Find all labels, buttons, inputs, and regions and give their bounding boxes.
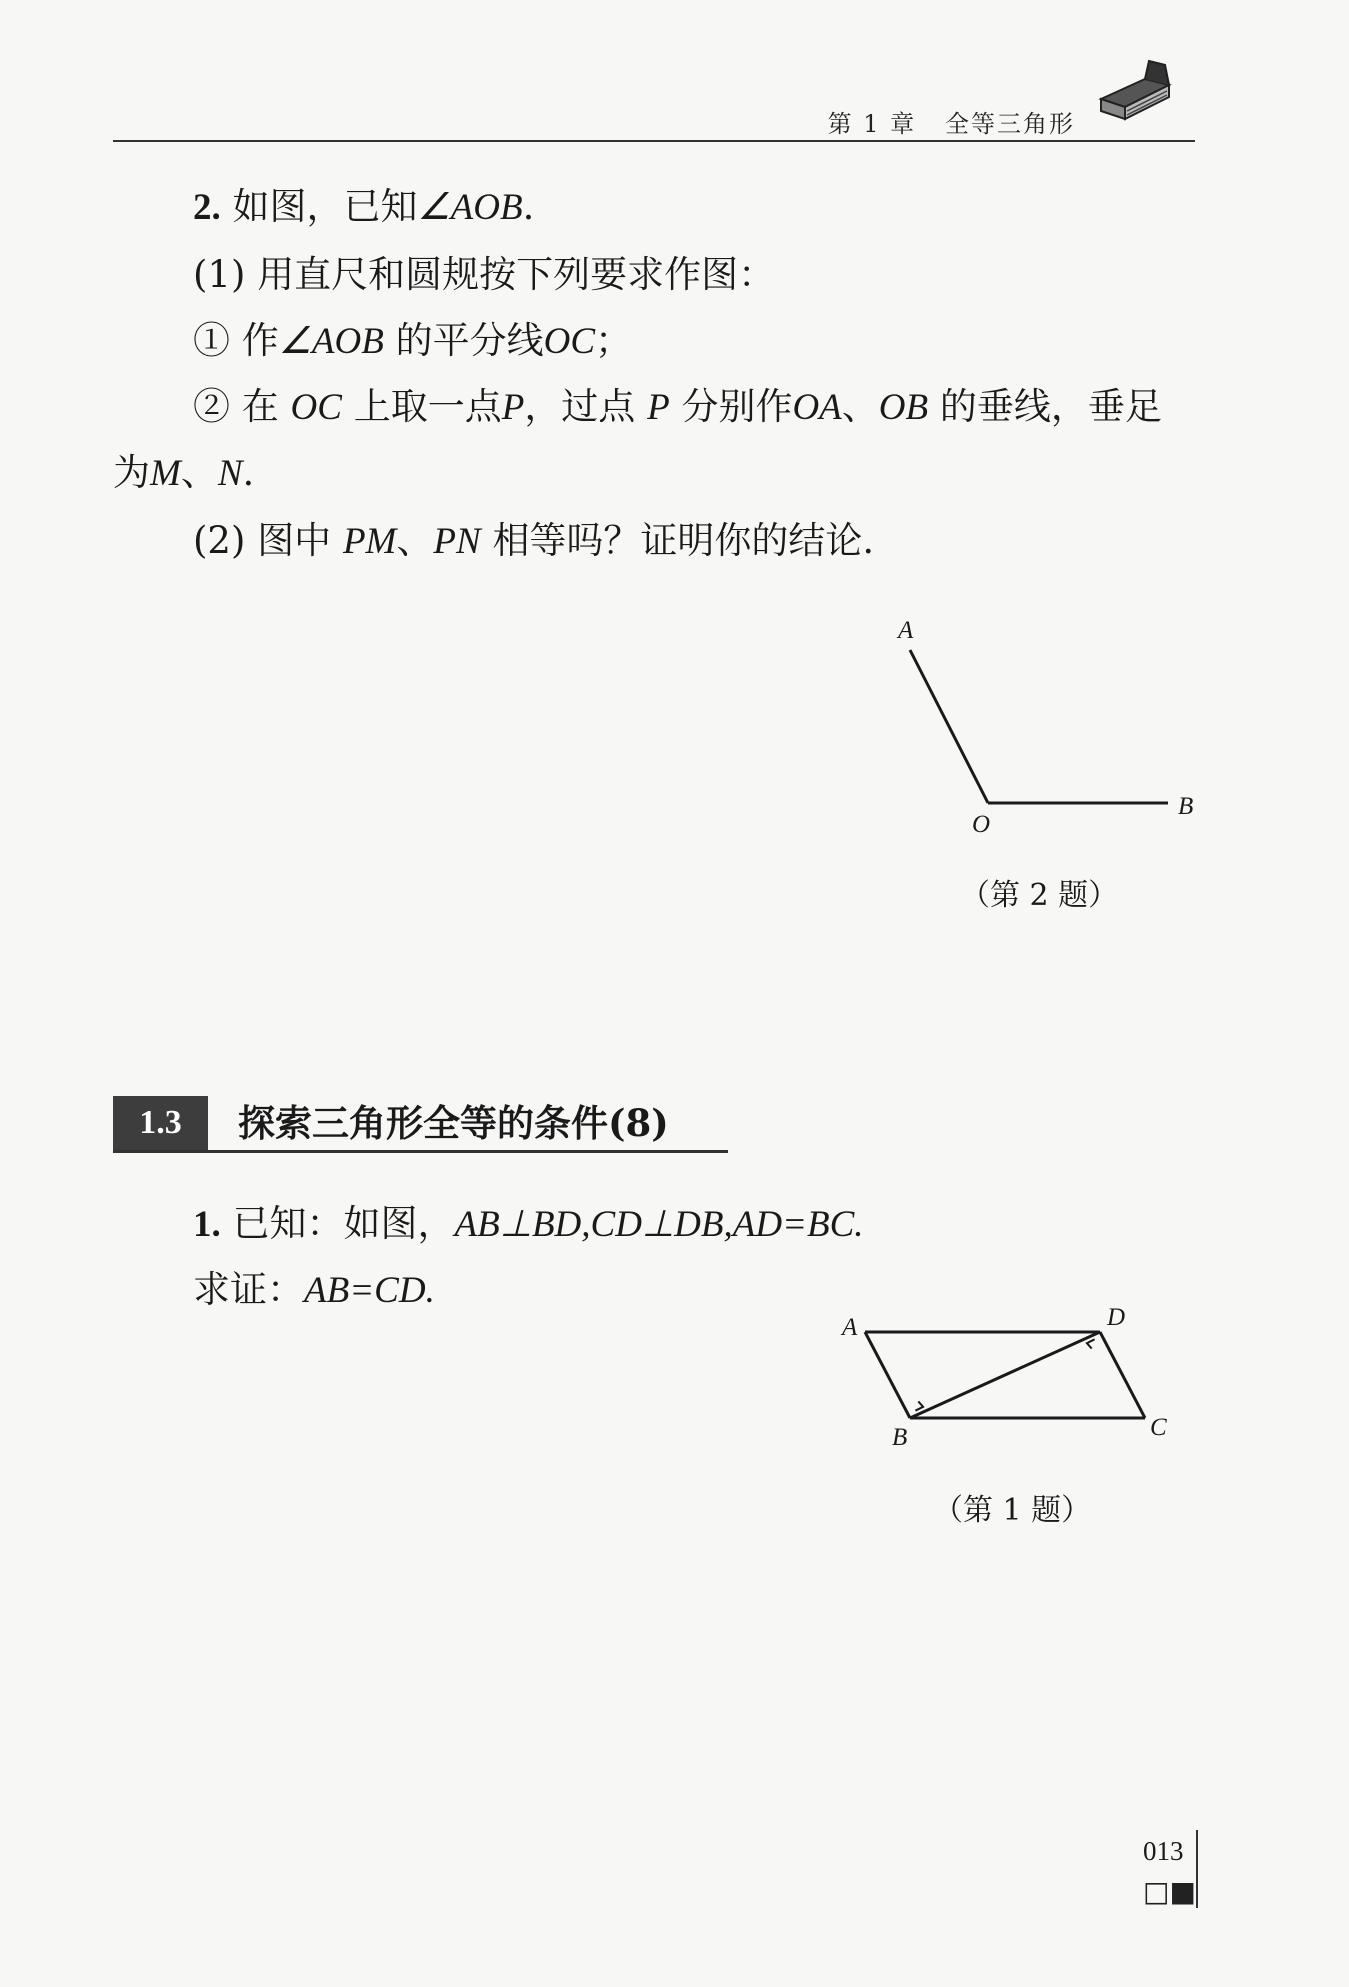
- label-a: A: [898, 617, 914, 644]
- chapter-title: 全等三角形: [945, 110, 1075, 138]
- math-expression: ∠AOB: [278, 321, 384, 362]
- math-variable: OA: [792, 387, 842, 428]
- section-heading: [113, 1096, 728, 1153]
- problem-text: 作: [241, 319, 279, 362]
- ray-oa: [910, 650, 988, 803]
- figure-caption: （第 2 题）: [960, 878, 1119, 913]
- segment-ab: [865, 1332, 910, 1418]
- label-b: B: [892, 1424, 908, 1451]
- punctuation: ；: [595, 319, 633, 362]
- label-o: O: [972, 811, 991, 838]
- problem-text: 图中: [257, 519, 332, 562]
- math-variable: PM: [342, 521, 397, 562]
- section-number: 1.3: [113, 1096, 208, 1150]
- problem-text: 的平分线: [395, 319, 544, 362]
- page-number: 013: [1143, 1836, 1184, 1866]
- segment-dc: [1100, 1332, 1145, 1418]
- problem-text: 在: [241, 385, 279, 428]
- label-d: D: [1107, 1304, 1126, 1331]
- problem-2-statement: [193, 183, 534, 232]
- page-divider: [1196, 1830, 1198, 1908]
- right-angle-mark-d: [1087, 1339, 1095, 1348]
- problem-number: 2.: [193, 187, 221, 228]
- page-marks: [1143, 1875, 1196, 1908]
- book-icon: [1095, 55, 1175, 135]
- math-expression: AB⊥BD,CD⊥DB,AD=BC.: [454, 1204, 864, 1245]
- diagonal-bd: [910, 1332, 1100, 1418]
- problem-text: 为: [113, 451, 150, 494]
- label-c: C: [1150, 1414, 1167, 1441]
- part-label: (1): [193, 253, 246, 296]
- problem-text: 求证：: [193, 1268, 304, 1311]
- part-2-line: [193, 517, 874, 566]
- chapter-label: 第 1 章: [827, 110, 917, 138]
- angle-aob-figure: [880, 600, 1220, 840]
- problem-number: 1.: [193, 1204, 221, 1245]
- problem-text: 用直尺和圆规按下列要求作图：: [257, 253, 776, 296]
- quadrilateral-figure: [830, 1295, 1200, 1455]
- problem-text: 相等吗？证明你的结论.: [492, 519, 875, 562]
- punctuation: .: [242, 451, 255, 494]
- math-variable: M: [150, 453, 181, 494]
- step-marker: ①: [193, 319, 230, 362]
- math-variable: OC: [543, 321, 596, 362]
- math-variable: PN: [433, 521, 481, 562]
- label-a: A: [842, 1314, 858, 1341]
- punctuation: 、: [841, 385, 879, 428]
- running-header: [828, 104, 1075, 139]
- math-variable: OB: [878, 387, 929, 428]
- step-2-line: [193, 383, 1162, 432]
- problem-text: 如图，已知: [232, 185, 418, 228]
- page-header: [113, 100, 1195, 142]
- part-label: (2): [193, 519, 246, 562]
- problem-text: 已知：如图，: [232, 1202, 455, 1245]
- problem-1-given: [193, 1200, 864, 1249]
- problem-text: 上取一点: [353, 385, 502, 428]
- problem-text: 的垂线，垂足: [939, 385, 1162, 428]
- punctuation: 、: [396, 519, 434, 562]
- math-expression: AB=CD.: [304, 1270, 435, 1311]
- step-marker: ②: [193, 385, 230, 428]
- punctuation: .: [522, 185, 535, 228]
- math-variable: OC: [290, 387, 342, 428]
- punctuation: 、: [180, 451, 218, 494]
- problem-text: 分别作: [681, 385, 793, 428]
- math-variable: P: [501, 387, 525, 428]
- step-2-continuation: [113, 449, 254, 498]
- math-variable: N: [217, 453, 243, 494]
- problem-1-prove: [193, 1266, 435, 1315]
- step-1-line: [193, 317, 632, 366]
- right-angle-mark-b: [915, 1401, 923, 1410]
- page-marks-glyphs: □■: [1143, 1875, 1196, 1908]
- label-b: B: [1178, 793, 1194, 820]
- part-1-line: [193, 251, 775, 299]
- math-variable: P: [647, 387, 670, 428]
- section-title: 探索三角形全等的条件(8): [238, 1101, 669, 1145]
- problem-text: ，过点: [524, 385, 636, 428]
- math-expression: ∠AOB: [417, 187, 523, 228]
- figure-caption: （第 1 题）: [933, 1493, 1092, 1528]
